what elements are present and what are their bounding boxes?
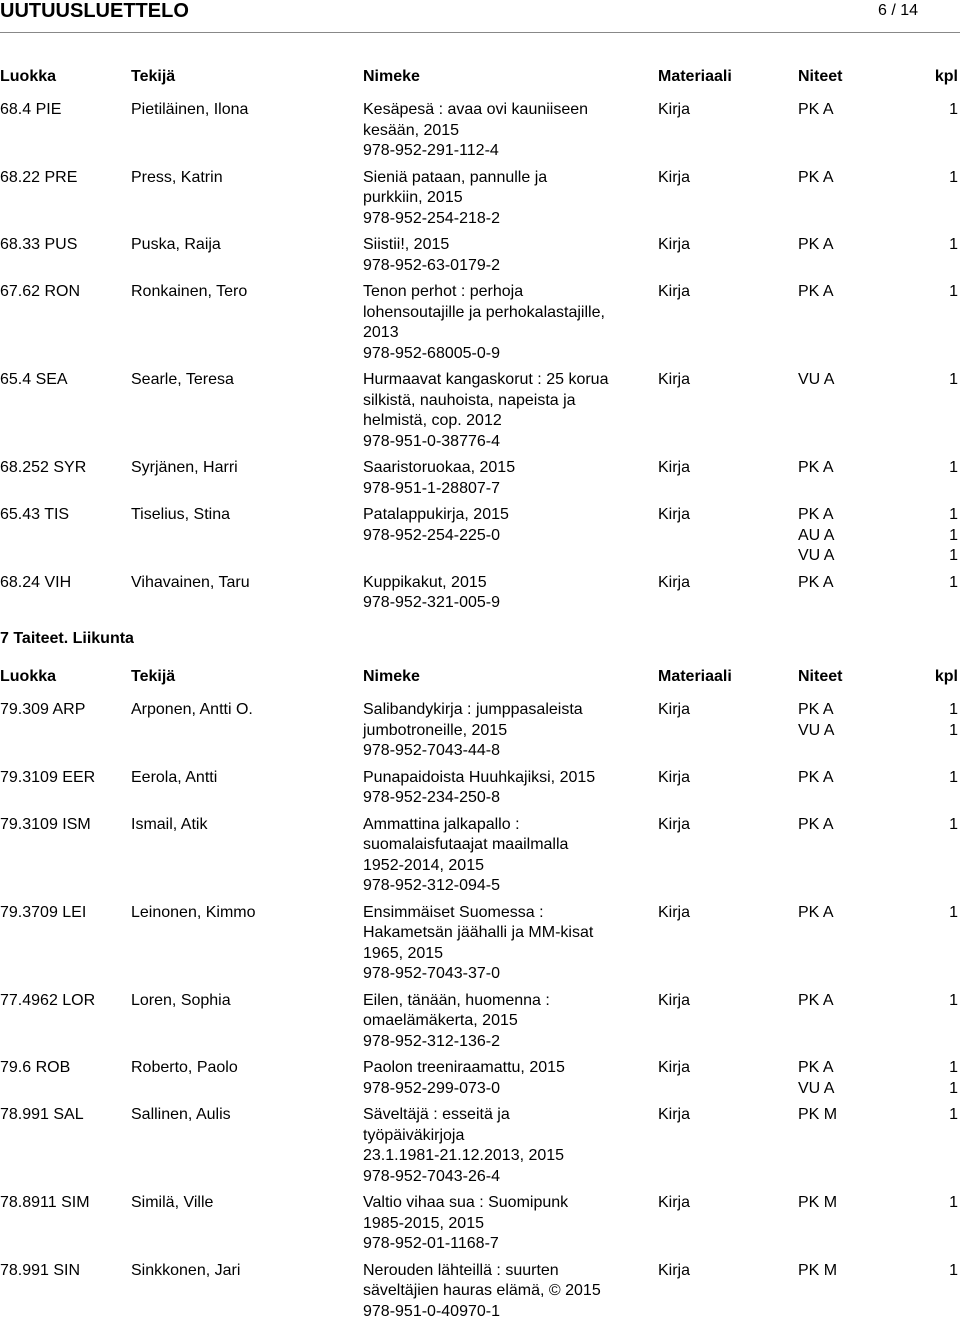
page-header xyxy=(0,0,960,22)
cell-kpl-line: 1 xyxy=(949,101,958,118)
cell-luokka: 77.4962 LOR xyxy=(0,991,96,1009)
cell-niteet-line: PK A xyxy=(798,701,834,718)
cell-nimeke-line: Kesäpesä : avaa ovi kauniiseen xyxy=(363,101,589,118)
column-headers xyxy=(0,67,960,91)
cell-tekija: Syrjänen, Harri xyxy=(131,459,238,476)
cell-nimeke-line: Ensimmäiset Suomessa : xyxy=(363,903,544,921)
cell-tekija: Similä, Ville xyxy=(131,1194,214,1211)
cell-materiaali: Kirja xyxy=(658,283,691,300)
page-title: UUTUUSLUETTELO xyxy=(0,0,189,22)
cell-nimeke-line: 978-952-312-136-2 xyxy=(363,1032,500,1050)
cell-nimeke-line: 978-952-254-225-0 xyxy=(363,526,500,544)
cell-kpl-line: 1 xyxy=(949,721,958,739)
cell-tekija: Eerola, Antti xyxy=(131,768,218,786)
cell-nimeke xyxy=(363,903,653,985)
cell-materiaali: Kirja xyxy=(658,371,691,388)
cell-kpl-line: 1 xyxy=(949,236,958,253)
cell-niteet xyxy=(798,700,918,741)
cell-luokka: 68.22 PRE xyxy=(0,168,78,186)
cell-niteet-line: PK A xyxy=(798,768,834,786)
cell-nimeke-line: 978-951-1-28807-7 xyxy=(363,479,500,497)
cell-niteet-line: PK A xyxy=(798,236,834,253)
cell-nimeke-line: 978-952-7043-37-0 xyxy=(363,965,500,982)
cell-nimeke-line: 978-952-7043-44-8 xyxy=(363,742,500,759)
cell-nimeke-line: 978-952-68005-0-9 xyxy=(363,344,500,362)
cell-kpl xyxy=(928,458,958,479)
cell-kpl-line: 1 xyxy=(949,459,958,476)
section-table-1 xyxy=(0,67,960,611)
cell-kpl xyxy=(928,1058,958,1099)
cell-niteet-line: VU A xyxy=(798,547,835,564)
cell-kpl xyxy=(928,573,958,594)
cell-materiaali: Kirja xyxy=(658,506,691,523)
cell-materiaali: Kirja xyxy=(658,991,691,1009)
cell-tekija: Searle, Teresa xyxy=(131,371,234,388)
cell-kpl-line: 1 xyxy=(949,506,958,523)
cell-niteet xyxy=(798,573,918,594)
header-tekija: Tekijä xyxy=(131,68,176,85)
cell-nimeke-line: 1952-2014, 2015 xyxy=(363,856,484,874)
cell-nimeke-line: 1985-2015, 2015 xyxy=(363,1214,484,1232)
header-divider xyxy=(0,32,960,33)
cell-nimeke-line: 978-952-312-094-5 xyxy=(363,877,500,894)
cell-nimeke-line: Hakametsän jäähalli ja MM-kisat xyxy=(363,924,594,941)
cell-luokka: 68.33 PUS xyxy=(0,236,78,253)
cell-kpl-line: 1 xyxy=(949,815,958,833)
cell-nimeke-line: Tenon perhot : perhoja xyxy=(363,283,524,300)
cell-nimeke-line: 978-952-299-073-0 xyxy=(363,1079,500,1097)
cell-materiaali: Kirja xyxy=(658,573,691,591)
cell-materiaali: Kirja xyxy=(658,459,691,476)
cell-nimeke-line: työpäiväkirjoja xyxy=(363,1126,465,1144)
cell-tekija: Roberto, Paolo xyxy=(131,1059,238,1076)
cell-nimeke-line: 978-952-291-112-4 xyxy=(363,142,499,159)
cell-kpl xyxy=(928,282,958,303)
cell-niteet xyxy=(798,768,918,789)
cell-nimeke xyxy=(363,458,653,499)
section-title: 7 Taiteet. Liikunta xyxy=(0,630,134,647)
cell-nimeke-line: Paolon treeniraamattu, 2015 xyxy=(363,1059,565,1076)
cell-nimeke-line: Saaristoruokaa, 2015 xyxy=(363,459,516,476)
header-materiaali: Materiaali xyxy=(658,668,732,685)
cell-nimeke-line: 2013 xyxy=(363,324,399,341)
cell-nimeke-line: 978-952-7043-26-4 xyxy=(363,1167,500,1185)
cell-niteet xyxy=(798,1261,918,1282)
header-kpl: kpl xyxy=(934,668,958,685)
cell-niteet xyxy=(798,458,918,479)
cell-materiaali: Kirja xyxy=(658,1194,691,1211)
header-luokka: Luokka xyxy=(0,68,57,85)
cell-kpl-line: 1 xyxy=(949,1079,958,1097)
cell-kpl xyxy=(928,235,958,256)
cell-niteet xyxy=(798,505,918,567)
cell-niteet-line: PK M xyxy=(798,1106,838,1123)
cell-kpl-line: 1 xyxy=(949,526,958,544)
cell-tekija: Sallinen, Aulis xyxy=(131,1106,231,1123)
cell-kpl xyxy=(928,370,958,391)
cell-niteet-line: VU A xyxy=(798,1079,835,1097)
cell-niteet-line: PK A xyxy=(798,101,834,118)
header-luokka: Luokka xyxy=(0,668,57,685)
cell-kpl-line: 1 xyxy=(949,991,958,1009)
cell-niteet xyxy=(798,100,918,121)
cell-nimeke-line: 978-951-0-40970-1 xyxy=(363,1302,500,1320)
cell-tekija: Puska, Raija xyxy=(131,236,221,253)
cell-nimeke-line: Eilen, tänään, huomenna : xyxy=(363,991,550,1009)
cell-nimeke xyxy=(363,700,653,762)
cell-nimeke-line: purkkiin, 2015 xyxy=(363,189,463,206)
cell-niteet-line: PK A xyxy=(798,991,834,1009)
cell-kpl-line: 1 xyxy=(949,1261,958,1279)
cell-nimeke-line: jumbotroneille, 2015 xyxy=(363,721,508,739)
cell-kpl xyxy=(928,815,958,836)
cell-niteet xyxy=(798,1193,918,1214)
cell-kpl xyxy=(928,1105,958,1126)
cell-niteet-line: PK A xyxy=(798,459,834,476)
cell-tekija: Vihavainen, Taru xyxy=(131,573,250,591)
cell-niteet-line: PK M xyxy=(798,1261,838,1279)
cell-luokka: 79.3109 EER xyxy=(0,768,96,786)
header-niteet: Niteet xyxy=(798,68,843,85)
cell-luokka: 79.3109 ISM xyxy=(0,815,91,833)
cell-materiaali: Kirja xyxy=(658,168,691,186)
header-kpl: kpl xyxy=(934,68,958,85)
cell-nimeke xyxy=(363,505,653,546)
cell-nimeke xyxy=(363,370,653,452)
cell-nimeke-line: Salibandykirja : jumppasaleista xyxy=(363,701,583,718)
cell-niteet-line: PK A xyxy=(798,506,834,523)
cell-luokka: 78.991 SAL xyxy=(0,1106,84,1123)
cell-nimeke-line: omaelämäkerta, 2015 xyxy=(363,1012,518,1029)
cell-tekija: Sinkkonen, Jari xyxy=(131,1261,241,1279)
cell-nimeke-line: lohensoutajille ja perhokalastajille, xyxy=(363,303,605,321)
cell-nimeke-line: 978-952-321-005-9 xyxy=(363,594,500,611)
cell-nimeke-line: 978-952-234-250-8 xyxy=(363,789,500,806)
cell-nimeke xyxy=(363,1105,653,1187)
cell-kpl-line: 1 xyxy=(949,701,958,718)
cell-nimeke-line: 978-952-254-218-2 xyxy=(363,209,500,227)
cell-nimeke xyxy=(363,815,653,897)
cell-nimeke-line: Valtio vihaa sua : Suomipunk xyxy=(363,1194,569,1211)
column-headers xyxy=(0,667,960,691)
cell-nimeke-line: Säveltäjä : esseitä ja xyxy=(363,1106,510,1123)
cell-nimeke-line: Siistii!, 2015 xyxy=(363,236,450,253)
cell-kpl xyxy=(928,505,958,567)
cell-luokka: 67.62 RON xyxy=(0,283,81,300)
cell-niteet-line: PK A xyxy=(798,1059,834,1076)
cell-materiaali: Kirja xyxy=(658,1261,691,1279)
cell-kpl-line: 1 xyxy=(949,903,958,921)
cell-nimeke-line: helmistä, cop. 2012 xyxy=(363,412,502,429)
cell-niteet-line: PK M xyxy=(798,1194,838,1211)
cell-materiaali: Kirja xyxy=(658,815,691,833)
cell-kpl-line: 1 xyxy=(949,1106,958,1123)
cell-niteet-line: VU A xyxy=(798,721,835,739)
cell-nimeke xyxy=(363,991,653,1053)
cell-tekija: Arponen, Antti O. xyxy=(131,701,253,718)
cell-luokka: 65.43 TIS xyxy=(0,506,70,523)
cell-luokka: 68.24 VIH xyxy=(0,573,72,591)
cell-luokka: 79.6 ROB xyxy=(0,1059,71,1076)
cell-niteet-line: PK A xyxy=(798,283,834,300)
cell-luokka: 78.8911 SIM xyxy=(0,1194,90,1211)
cell-tekija: Ronkainen, Tero xyxy=(131,283,248,300)
cell-niteet-line: PK A xyxy=(798,815,834,833)
header-nimeke: Nimeke xyxy=(363,668,420,685)
cell-nimeke-line: 978-951-0-38776-4 xyxy=(363,432,500,450)
cell-luokka: 65.4 SEA xyxy=(0,371,68,388)
cell-kpl xyxy=(928,1261,958,1282)
cell-niteet xyxy=(798,815,918,836)
cell-nimeke xyxy=(363,768,653,809)
cell-kpl xyxy=(928,700,958,741)
cell-niteet-line: AU A xyxy=(798,526,835,544)
cell-niteet-line: PK A xyxy=(798,903,834,921)
cell-niteet xyxy=(798,991,918,1012)
cell-niteet-line: PK A xyxy=(798,573,834,591)
cell-nimeke-line: kesään, 2015 xyxy=(363,121,460,139)
cell-tekija: Loren, Sophia xyxy=(131,991,231,1009)
cell-nimeke xyxy=(363,282,653,364)
cell-nimeke-line: 978-952-63-0179-2 xyxy=(363,256,500,274)
cell-nimeke-line: Hurmaavat kangaskorut : 25 korua xyxy=(363,371,609,388)
cell-materiaali: Kirja xyxy=(658,236,691,253)
cell-niteet xyxy=(798,168,918,189)
cell-kpl xyxy=(928,768,958,789)
cell-tekija: Press, Katrin xyxy=(131,168,223,186)
cell-nimeke xyxy=(363,1058,653,1099)
cell-nimeke xyxy=(363,1193,653,1255)
cell-nimeke-line: Punapaidoista Huuhkajiksi, 2015 xyxy=(363,768,596,786)
cell-nimeke-line: Ammattina jalkapallo : xyxy=(363,815,520,833)
cell-tekija: Pietiläinen, Ilona xyxy=(131,101,249,118)
cell-kpl-line: 1 xyxy=(949,573,958,591)
cell-materiaali: Kirja xyxy=(658,1106,691,1123)
cell-kpl xyxy=(928,991,958,1012)
cell-materiaali: Kirja xyxy=(658,701,691,718)
cell-niteet-line: VU A xyxy=(798,371,835,388)
cell-kpl-line: 1 xyxy=(949,547,958,564)
cell-nimeke-line: säveltäjien hauras elämä, © 2015 xyxy=(363,1282,601,1299)
cell-kpl-line: 1 xyxy=(949,371,958,388)
cell-kpl-line: 1 xyxy=(949,1194,958,1211)
cell-kpl-line: 1 xyxy=(949,283,958,300)
cell-nimeke-line: Sieniä pataan, pannulle ja xyxy=(363,168,548,186)
cell-nimeke-line: suomalaisfutaajat maailmalla xyxy=(363,836,569,853)
cell-nimeke-line: Patalappukirja, 2015 xyxy=(363,506,509,523)
cell-materiaali: Kirja xyxy=(658,1059,691,1076)
cell-nimeke-line: silkistä, nauhoista, napeista ja xyxy=(363,391,576,409)
header-tekija: Tekijä xyxy=(131,668,176,685)
header-nimeke: Nimeke xyxy=(363,68,420,85)
cell-luokka: 78.991 SIN xyxy=(0,1261,81,1279)
cell-nimeke xyxy=(363,573,653,614)
cell-nimeke-line: Kuppikakut, 2015 xyxy=(363,573,487,591)
cell-nimeke-line: 23.1.1981-21.12.2013, 2015 xyxy=(363,1147,565,1164)
cell-niteet xyxy=(798,282,918,303)
cell-kpl-line: 1 xyxy=(949,768,958,786)
cell-niteet-line: PK A xyxy=(798,168,834,186)
cell-nimeke xyxy=(363,235,653,276)
cell-niteet xyxy=(798,370,918,391)
cell-niteet xyxy=(798,1058,918,1099)
section-table-2 xyxy=(0,667,960,1320)
cell-kpl xyxy=(928,168,958,189)
header-materiaali: Materiaali xyxy=(658,68,732,85)
cell-kpl-line: 1 xyxy=(949,1059,958,1076)
cell-luokka: 68.252 SYR xyxy=(0,459,87,476)
cell-nimeke xyxy=(363,1261,653,1320)
cell-nimeke-line: Nerouden lähteillä : suurten xyxy=(363,1261,559,1279)
cell-kpl xyxy=(928,903,958,924)
cell-luokka: 79.3709 LEI xyxy=(0,903,87,921)
cell-niteet xyxy=(798,903,918,924)
cell-kpl xyxy=(928,100,958,121)
cell-nimeke-line: 1965, 2015 xyxy=(363,944,444,962)
cell-nimeke-line: 978-952-01-1168-7 xyxy=(363,1235,499,1252)
cell-niteet xyxy=(798,1105,918,1126)
cell-materiaali: Kirja xyxy=(658,101,691,118)
cell-luokka: 79.309 ARP xyxy=(0,701,86,718)
cell-materiaali: Kirja xyxy=(658,768,691,786)
cell-nimeke xyxy=(363,100,653,162)
cell-materiaali: Kirja xyxy=(658,903,691,921)
cell-nimeke xyxy=(363,168,653,230)
cell-luokka: 68.4 PIE xyxy=(0,101,62,118)
cell-tekija: Ismail, Atik xyxy=(131,815,208,833)
cell-kpl xyxy=(928,1193,958,1214)
cell-tekija: Leinonen, Kimmo xyxy=(131,903,256,921)
header-niteet: Niteet xyxy=(798,668,843,685)
page-number: 6 / 14 xyxy=(877,2,918,19)
cell-tekija: Tiselius, Stina xyxy=(131,506,230,523)
cell-kpl-line: 1 xyxy=(949,168,958,186)
cell-niteet xyxy=(798,235,918,256)
